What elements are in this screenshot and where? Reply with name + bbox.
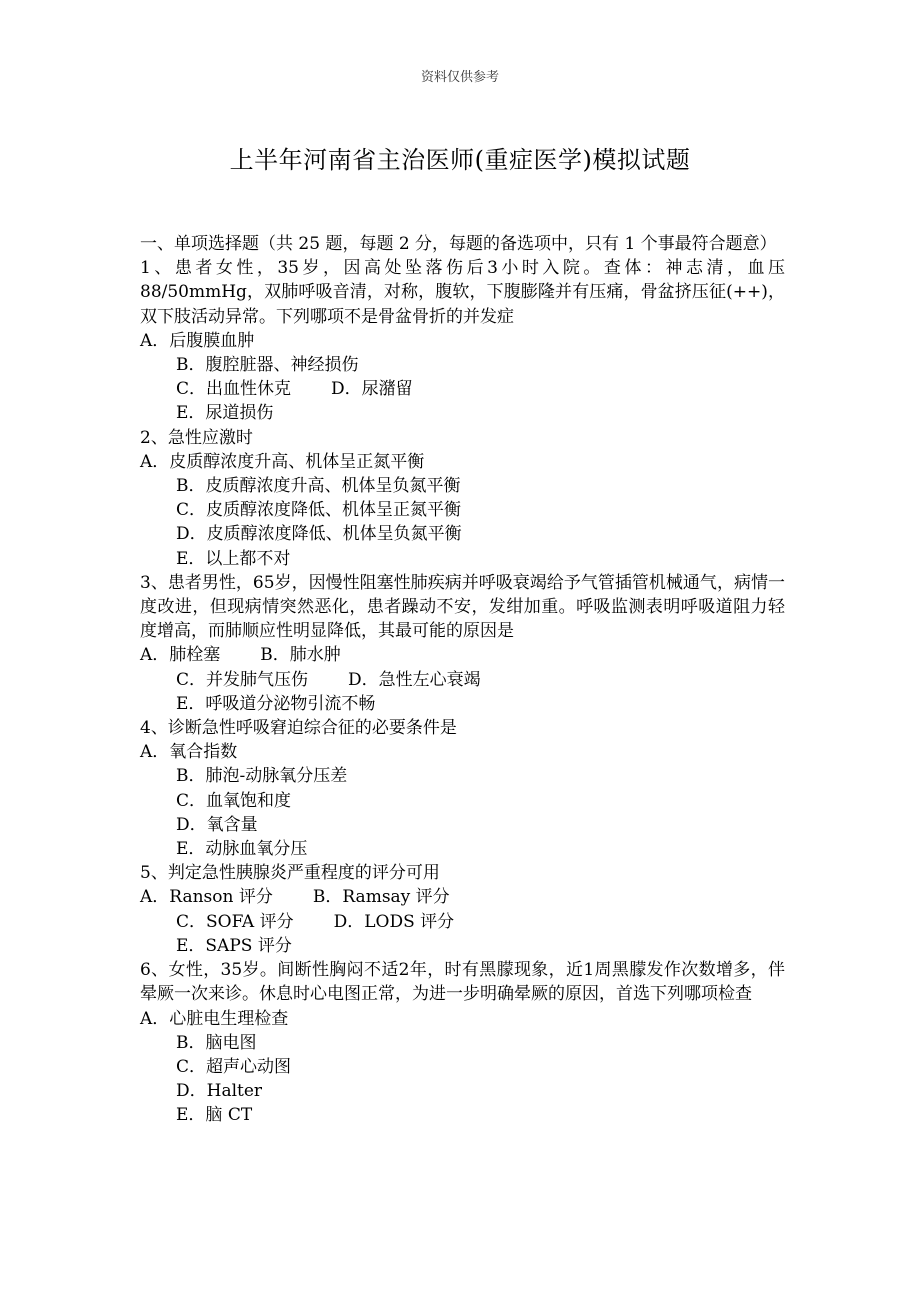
question-stem: 6、女性，35岁。间断性胸闷不适2年，时有黑朦现象，近1周黑朦发作次数增多，伴晕厥一次来诊。休息时心电图正常，为进一步明确晕厥的原因，首选下列哪项检查 [140, 960, 785, 1005]
option-c: C．并发肺气压伤 [176, 669, 309, 690]
question-stem: 3、患者男性，65岁，因慢性阻塞性肺疾病并呼吸衰竭给予气管插管机械通气，病情一度改进，但现病情突然恶化，患者躁动不安，发绀加重。呼吸监测表明呼吸道阻力轻度增高，而肺顺应性明显降低，其最可能的原因是 [140, 572, 785, 642]
option-b: B．腹腔脏器、神经损伤 [176, 355, 359, 376]
option-b: B．肺泡-动脉氧分压差 [176, 766, 348, 787]
option-c: C．SOFA 评分 [176, 911, 294, 932]
option-a: A．Ranson 评分 [140, 887, 273, 908]
question-stem: 2、急性应激时 [140, 427, 253, 448]
option-e: E．脑 CT [176, 1105, 253, 1126]
option-d: D．急性左心衰竭 [348, 669, 481, 690]
question-stem: 1、患者女性，35岁，因高处坠落伤后3小时入院。查体：神志清，血压88/50mmHg，双肺呼吸音清，对称，腹软，下腹膨隆并有压痛，骨盆挤压征(++)，双下肢活动异常。下列哪项不是骨盆骨折的并发症 [140, 258, 785, 327]
option-d: D．Halter [176, 1081, 263, 1102]
exam-content [140, 232, 785, 1128]
option-d: D．氧含量 [176, 814, 258, 835]
option-e: E．尿道损伤 [176, 403, 274, 424]
option-b: B．皮质醇浓度升高、机体呈负氮平衡 [176, 476, 461, 497]
option-a: A．后腹膜血肿 [140, 330, 255, 351]
option-row [140, 643, 785, 667]
document-title: 上半年河南省主治医师(重症医学)模拟试题 [229, 146, 691, 174]
option-row [140, 377, 785, 401]
option-e: E．以上都不对 [176, 548, 291, 569]
option-row [140, 668, 785, 692]
section-heading: 一、单项选择题（共 25 题，每题 2 分，每题的备选项中，只有 1 个事最符合题意） [140, 234, 777, 254]
option-a: A．肺栓塞 [140, 645, 221, 666]
option-c: C．出血性休克 [176, 379, 292, 400]
option-b: B．肺水肿 [260, 645, 341, 666]
option-e: E．SAPS 评分 [176, 935, 292, 956]
option-row [140, 885, 785, 909]
question-stem: 5、判定急性胰腺炎严重程度的评分可用 [140, 863, 440, 884]
option-c: C．超声心动图 [176, 1056, 292, 1077]
page-header: 资料仅供参考 [420, 70, 499, 85]
option-a: A．氧合指数 [140, 742, 238, 763]
option-e: E．呼吸道分泌物引流不畅 [176, 693, 376, 714]
option-row [140, 910, 785, 934]
option-a: A．心脏电生理检查 [140, 1008, 289, 1029]
option-d: D．LODS 评分 [333, 911, 455, 932]
option-d: D．皮质醇浓度降低、机体呈负氮平衡 [176, 524, 462, 545]
question-stem: 4、诊断急性呼吸窘迫综合征的必要条件是 [140, 718, 457, 739]
option-a: A．皮质醇浓度升高、机体呈正氮平衡 [140, 451, 425, 472]
option-b: B．Ramsay 评分 [312, 887, 450, 908]
option-c: C．皮质醇浓度降低、机体呈正氮平衡 [176, 500, 462, 521]
option-b: B．脑电图 [176, 1032, 257, 1053]
option-c: C．血氧饱和度 [176, 790, 292, 811]
option-e: E．动脉血氧分压 [176, 839, 308, 860]
option-d: D．尿潴留 [331, 379, 413, 400]
